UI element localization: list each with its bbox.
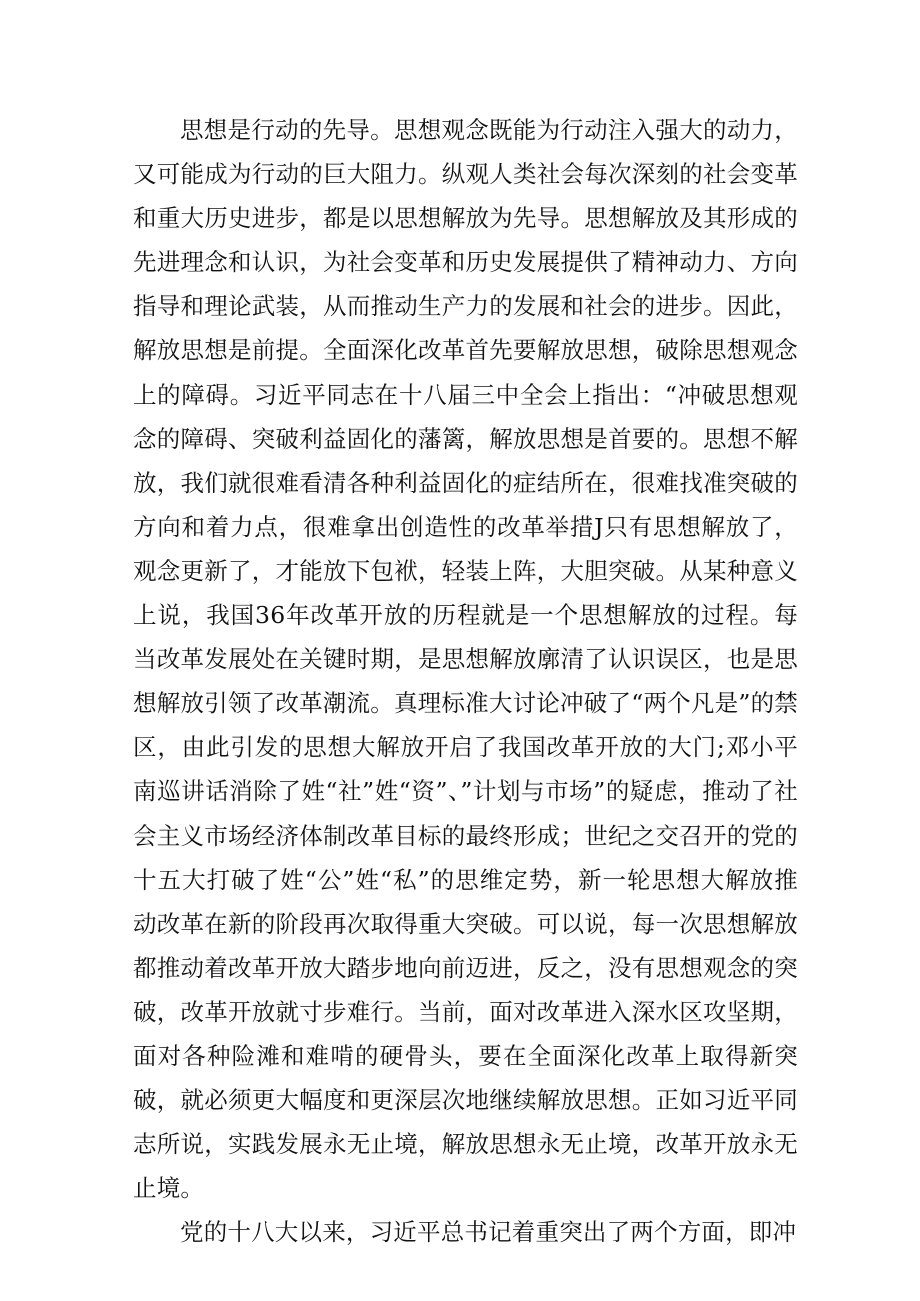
document-body <box>133 108 798 1254</box>
paragraph-1: 思想是行动的先导。思想观念既能为行动注入强大的动力，又可能成为行动的巨大阻力。纵观人类社会每次深刻的社会变革和重大历史进步，都是以思想解放为先导。思想解放及其形成的先进理念和认识，为社会变革和历史发展提供了精神动力、方向指导和理论武装，从而推动生产力的发展和社会的进步。因此，解放思想是前提。全面深化改革首先要解放思想，破除思想观念上的障碍。习近平同志在十八届三中全会上指出：“冲破思想观念的障碍、突破利益固化的藩篱，解放思想是首要的。思想不解放，我们就很难看清各种利益固化的症结所在，很难找准突破的方向和着力点，很难拿出创造性的改革举措J只有思想解放了，观念更新了，才能放下包袱，轻装上阵，大胆突破。从某种意义上说，我国36年改革开放的历程就是一个思想解放的过程。每当改革发展处在关键时期，是思想解放廓清了认识误区，也是思想解放引领了改革潮流。真理标准大讨论冲破了“两个凡是”的禁区，由此引发的思想大解放开启了我国改革开放的大门;邓小平南巡讲话消除了姓“社”姓“资”、”计划与市场”的疑虑，推动了社会主义市场经济体制改革目标的最终形成；世纪之交召开的党的十五大打破了姓“公”姓“私”的思维定势，新一轮思想大解放推动改革在新的阶段再次取得重大突破。可以说，每一次思想解放都推动着改革开放大踏步地向前迈进，反之，没有思想观念的突破，改革开放就寸步难行。当前，面对改革进入深水区攻坚期，面对各种险滩和难啃的硬骨头，要在全面深化改革上取得新突破，就必须更大幅度和更深层次地继续解放思想。正如习近平同志所说，实践发展永无止境，解放思想永无止境，改革开放永无止境。 <box>133 116 798 1203</box>
paragraph-2: 党的十八大以来，习近平总书记着重突出了两个方面，即冲 <box>180 1218 797 1247</box>
